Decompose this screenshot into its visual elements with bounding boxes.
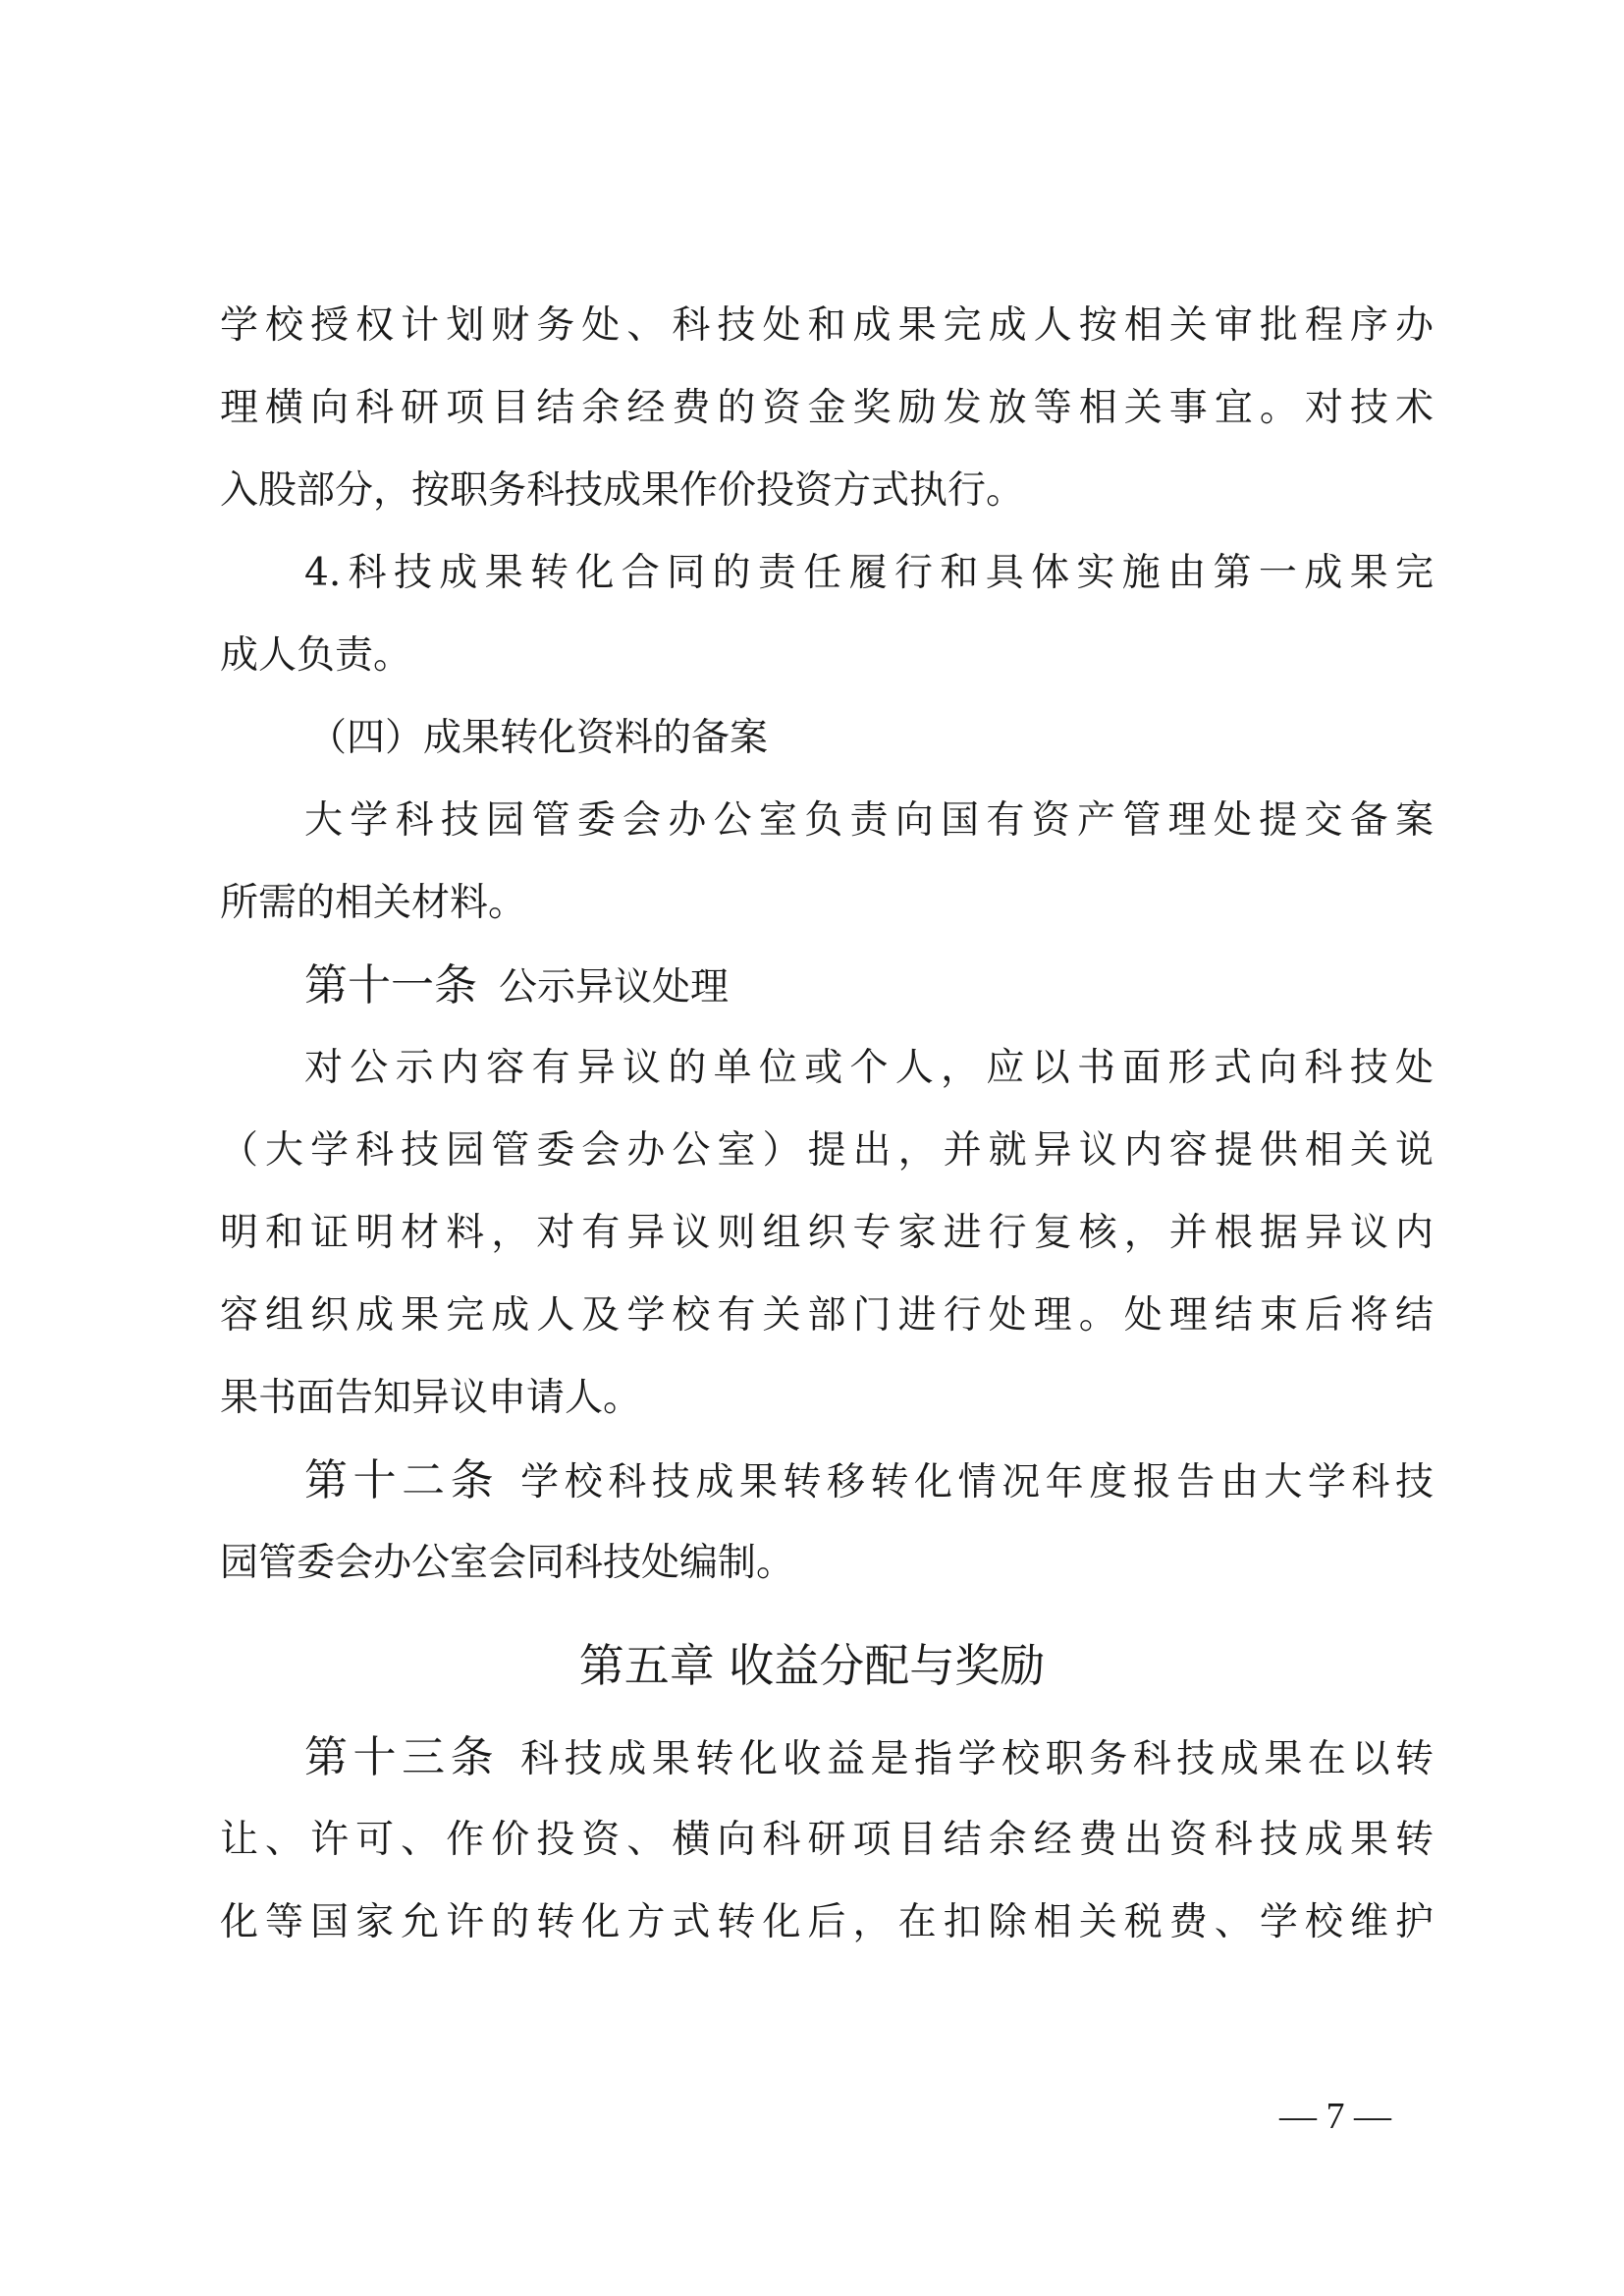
article-number: 第十一条 [304, 960, 477, 1011]
article-13-line [304, 1728, 1434, 1787]
body-line: 理横向科研项目结余经费的资金奖励发放等相关事宜。对技术 [220, 386, 1434, 430]
body-line: 入股部分，按职务科技成果作价投资方式执行。 [220, 468, 1025, 513]
article-number: 第十二条 [304, 1455, 500, 1505]
body-line: （大学科技园管委会办公室）提出，并就异议内容提供相关说 [220, 1128, 1434, 1173]
article-text: 学校科技成果转移转化情况年度报告由大学科技 [520, 1460, 1434, 1504]
body-line: 明和证明材料，对有异议则组织专家进行复核，并根据异议内 [220, 1211, 1434, 1255]
body-line: 园管委会办公室会同科技处编制。 [220, 1541, 795, 1585]
body-line: 容组织成果完成人及学校有关部门进行处理。处理结束后将结 [220, 1293, 1434, 1338]
body-line: 4.科技成果转化合同的责任履行和具体实施由第一成果完 [304, 551, 1434, 595]
article-number: 第十三条 [304, 1732, 500, 1782]
page-number: — 7 — [1279, 2096, 1391, 2137]
body-line: 让、许可、作价投资、横向科研项目结余经费出资科技成果转 [220, 1818, 1434, 1862]
chapter-title: 第五章 收益分配与奖励 [578, 1639, 1046, 1692]
body-line: 对公示内容有异议的单位或个人，应以书面形式向科技处 [304, 1046, 1434, 1090]
body-line: 化等国家允许的转化方式转化后，在扣除相关税费、学校维护 [220, 1900, 1434, 1944]
article-title: 公示异议处理 [499, 965, 730, 1010]
body-line: 大学科技园管委会办公室负责向国有资产管理处提交备案 [304, 798, 1434, 843]
body-line: 所需的相关材料。 [220, 881, 527, 925]
body-line: 学校授权计划财务处、科技处和成果完成人按相关审批程序办 [220, 303, 1434, 348]
article-text: 科技成果转化收益是指学校职务科技成果在以转 [520, 1737, 1434, 1781]
body-line: 果书面告知异议申请人。 [220, 1376, 642, 1420]
article-12-line [304, 1451, 1434, 1510]
body-line: 成人负责。 [220, 633, 412, 678]
section-heading: （四）成果转化资料的备案 [308, 716, 769, 760]
article-11-heading [304, 957, 1434, 1015]
